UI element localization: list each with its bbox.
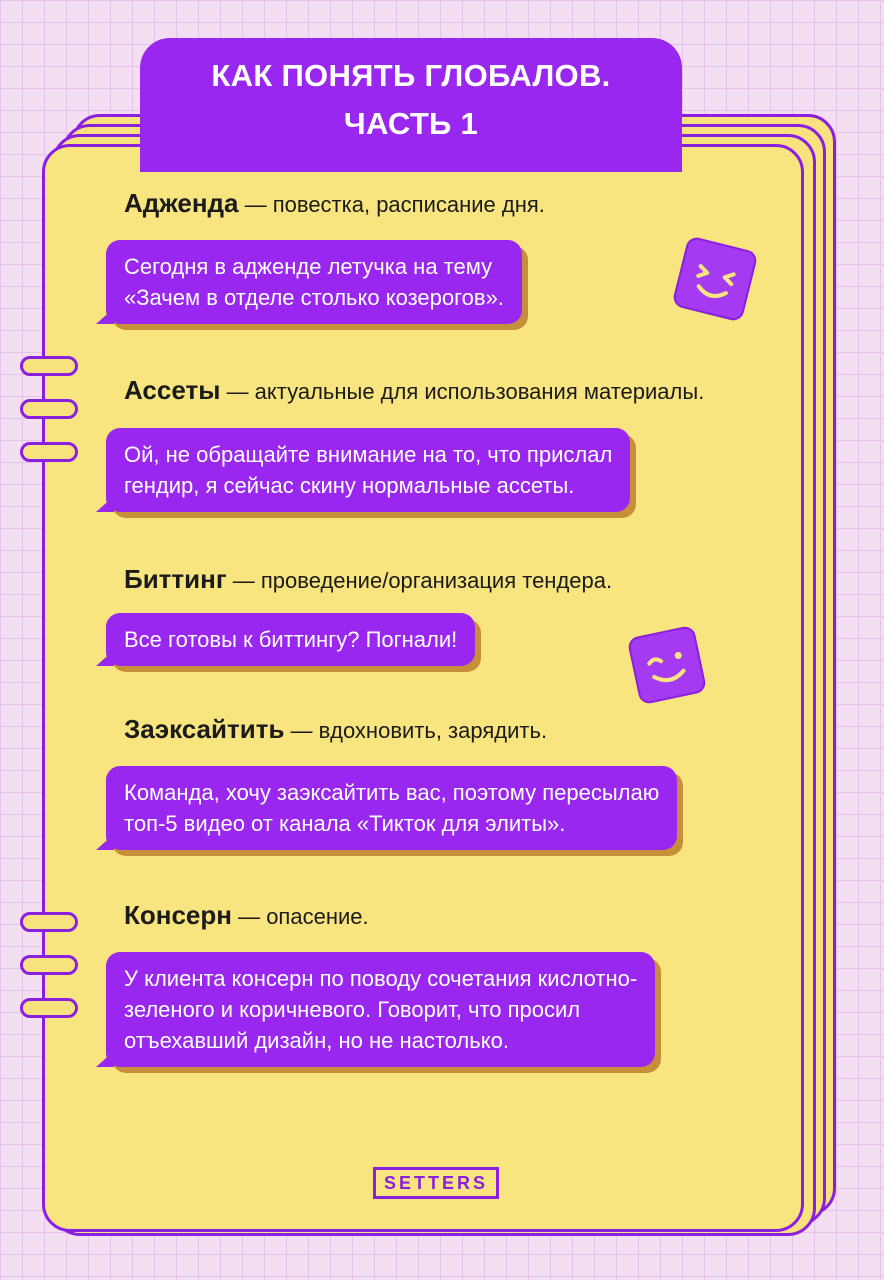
example-line: У клиента консерн по поводу сочетания кислотно- [124, 966, 638, 991]
term-agenda [124, 188, 545, 219]
example-bubble [106, 613, 475, 666]
term-word: Заэксайтить [124, 714, 285, 744]
term-word: Биттинг [124, 564, 227, 594]
binder-ring [20, 356, 78, 376]
term-word: Консерн [124, 900, 232, 930]
binder-ring [20, 399, 78, 419]
binder-ring [20, 442, 78, 462]
example-line: зеленого и коричневого. Говорит, что просил [124, 997, 581, 1022]
term-definition: — проведение/организация тендера. [226, 568, 613, 593]
term-bidding [124, 564, 612, 595]
term-assets [124, 375, 704, 406]
term-definition: — вдохновить, зарядить. [284, 718, 548, 743]
example-bubble [106, 240, 522, 324]
example-line: Сегодня в адженде летучка на тему [124, 254, 493, 279]
binder-ring [20, 912, 78, 932]
example-line: гендир, я сейчас скину нормальные ассеты. [124, 473, 575, 498]
term-concern [124, 900, 369, 931]
example-line: Команда, хочу заэксайтить вас, поэтому пересылаю [124, 780, 660, 805]
term-word: Адженда [124, 188, 239, 218]
example-line: отъехавший дизайн, но не настолько. [124, 1028, 509, 1053]
term-word: Ассеты [124, 375, 221, 405]
term-definition: — повестка, расписание дня. [238, 192, 545, 217]
example-line: топ-5 видео от канала «Тикток для элиты». [124, 811, 566, 836]
example-bubble [106, 952, 655, 1067]
binder-ring [20, 955, 78, 975]
title-tab [140, 38, 682, 172]
title-line-2: ЧАСТЬ 1 [343, 106, 479, 141]
example-bubble [106, 766, 677, 850]
binder-ring [20, 998, 78, 1018]
term-definition: — актуальные для использования материалы. [220, 379, 705, 404]
setters-logo: SETTERS [373, 1167, 499, 1199]
term-excite [124, 714, 547, 745]
smile-smiley-icon [624, 622, 710, 708]
term-definition: — опасение. [231, 904, 369, 929]
example-line: Все готовы к биттингу? Погнали! [124, 627, 458, 652]
title-line-1: КАК ПОНЯТЬ ГЛОБАЛОВ. [211, 58, 611, 93]
example-line: «Зачем в отделе столько козерогов». [124, 285, 504, 310]
example-line: Ой, не обращайте внимание на то, что прислал [124, 442, 613, 467]
wink-smiley-icon [670, 234, 760, 324]
example-bubble [106, 428, 630, 512]
